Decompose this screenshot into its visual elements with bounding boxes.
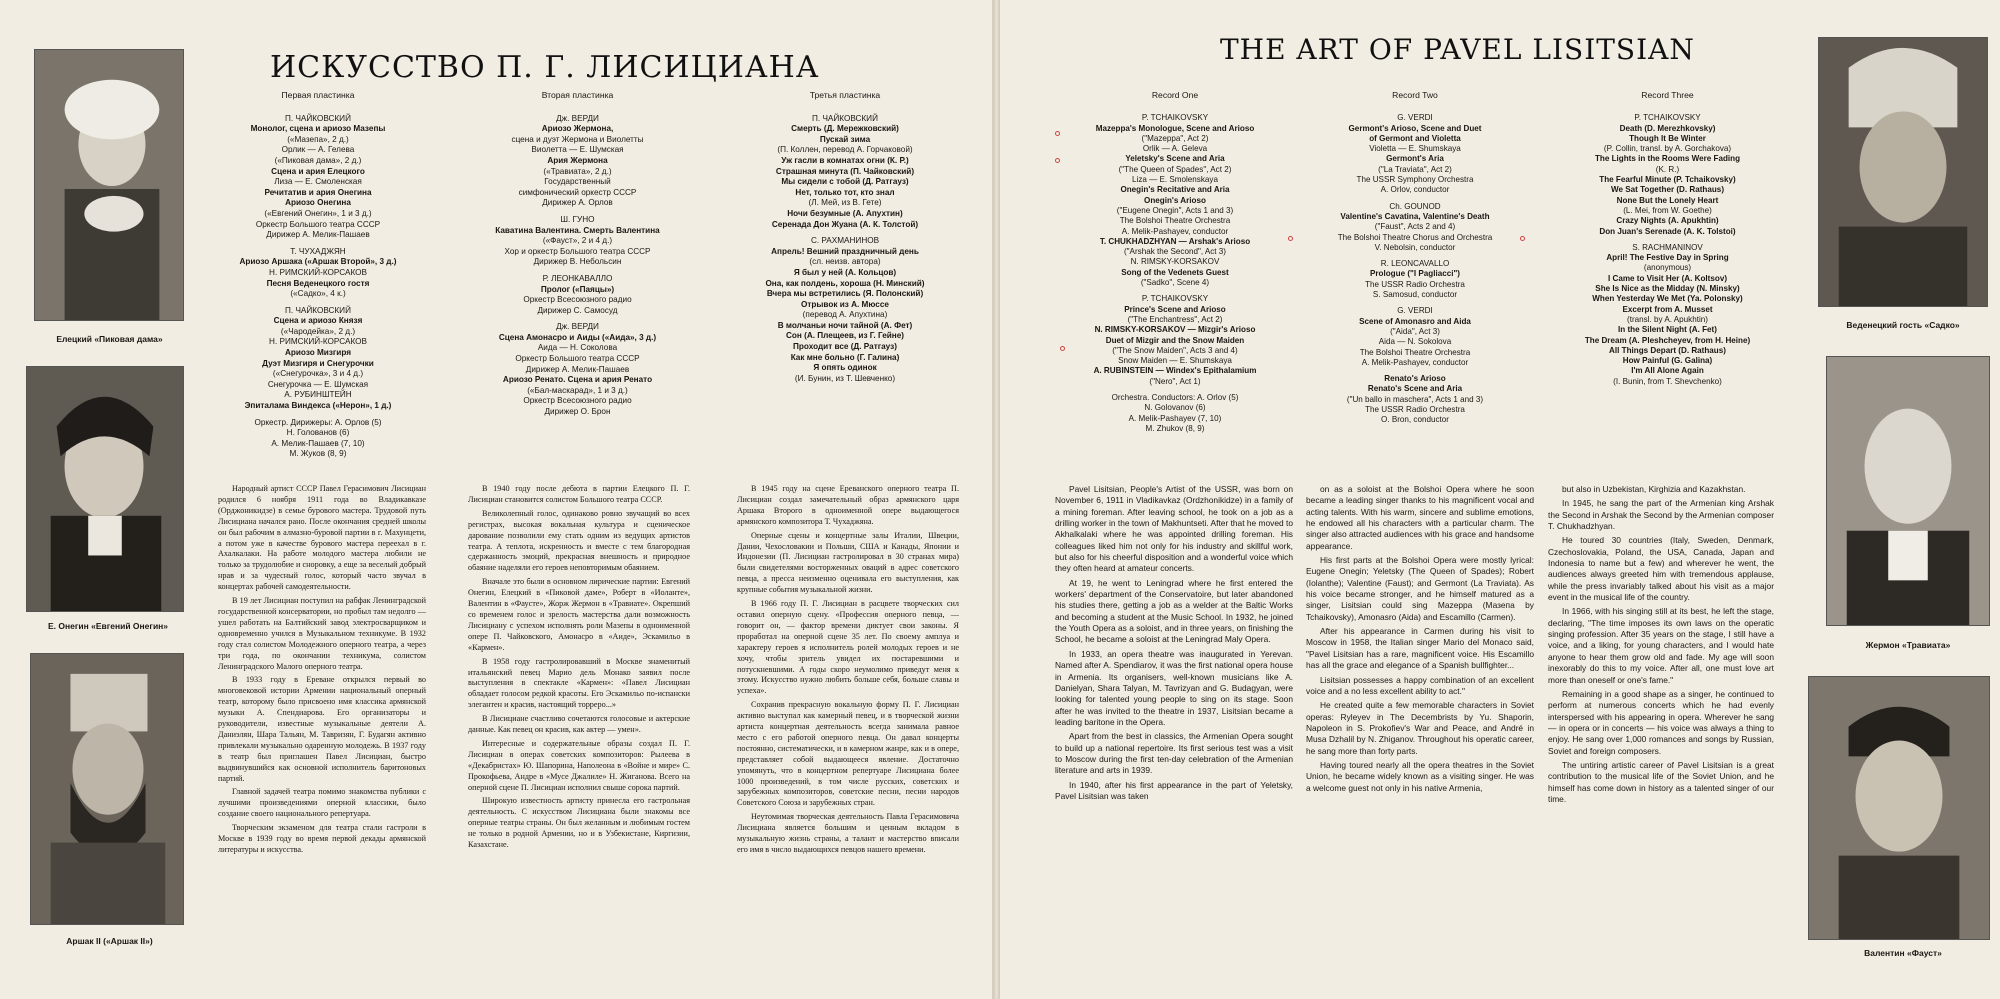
track-title: Серенада Дон Жуана (А. К. Толстой): [771, 219, 919, 229]
track-credit: A. Melik-Pashayev (7, 10): [1128, 413, 1222, 423]
photo-vedenets-guest: [1818, 37, 1988, 307]
track-title: Germont's Aria: [1386, 154, 1444, 164]
track-credit: ("The Queen of Spades", Act 2): [1118, 164, 1232, 174]
track-title: She Is Nice as the Midday (N. Minsky): [1595, 284, 1740, 294]
caption-vedenets-guest: Веденецкий гость «Садко»: [1846, 320, 1960, 330]
track-title: Мы сидели с тобой (Д. Ратгауз): [781, 177, 909, 187]
track-credit: Ш. ГУНО: [560, 214, 595, 224]
track-title: The Dream (A. Pleshcheyev, from H. Heine): [1584, 335, 1751, 345]
track-credit: («Бал-маскарад», 1 и 3 д.): [527, 385, 628, 395]
track-title: Проходит все (Д. Ратгауз): [793, 342, 897, 352]
paragraph: At 19, he went to Leningrad where he first entered the workers' department of the Conservatoire, but later abandoned his studies there, getting a job as a welder at the Baltic Works and becoming a student at the Music School. In 1932, he joined the Youth Opera as a soloist, and in three years, on finishing the School, he became a soloist at the Leningrad Maly Opera.: [1055, 577, 1293, 645]
track-title: Я опять одинок: [813, 363, 877, 373]
record-heading: Первая пластинка: [281, 90, 355, 100]
track-title: How Painful (G. Galina): [1622, 356, 1713, 366]
paragraph: He toured 30 countries (Italy, Sweden, Denmark, Czechoslovakia, Poland, the USA, Canada, Japan and Indonesia to name but a few) and wherever he went, the audiences always greeted him with tremendous applause, while the press invariably talked about his visit as a major event in the musical life of the country.: [1548, 535, 1774, 603]
paragraph: Having toured nearly all the opera theatres in the Soviet Union, he became widely known as a visiting singer. He was a welcome guest not only in his native Armenia,: [1306, 759, 1534, 793]
track-credit: Орлик — А. Гелева: [281, 145, 355, 155]
track-credit: (anonymous): [1643, 263, 1692, 273]
paragraph: In 1940, after his first appearance in the part of Yeletsky, Pavel Lisitsian was taken: [1055, 779, 1293, 801]
marker-dot: [1060, 346, 1065, 351]
marker-dot: [1520, 236, 1525, 241]
paragraph: Сохранив прекрасную вокальную форму П. Г. Лисициан активно выступал как камерный певец, и в творческой жизни артиста концертная деятельность всегда занимала равное место с его работой оперного певца. Он давал концерты постоянно, систематически, и в камерном жанре, как и в опере, представляет собой выдающееся явление. Достаточно упомянуть, что в концертном репертуаре Лисициана более 1000 произведений, в том числе русских, советских и зарубежных композиторов, советские песни, песни народов Советского Союза и зарубежных стран.: [737, 700, 959, 808]
track-title: Ариозо Онегина: [285, 198, 351, 208]
track-credit: Дирижер А. Мелик-Пашаев: [525, 364, 630, 374]
track-credit: Лиза — Е. Смоленская: [274, 177, 362, 187]
track-credit: Дирижер А. Мелик-Пашаев: [266, 230, 370, 240]
paragraph: Pavel Lisitsian, People's Artist of the USSR, was born on November 6, 1911 in Vladikavkaz (Ordzhonikidze) in a family of a mining foreman. After leaving school, he took on a job as a drilling worker in the town of Makhuntseti. After that he moved to Akhalkalaki where he was appointed drilling foreman. His colleagues liked him not only for his industry and skillful work, but also for his cheerful disposition and a wonderful voice which they often heard at amateur concerts.: [1055, 484, 1293, 574]
paragraph: Творческим экзаменом для театра стали гастроли в Москве в 1939 году во время первой декады армянской литературы и искусства.: [218, 823, 426, 854]
track-title: Сцена и ария Елецкого: [271, 166, 365, 176]
track-title: Don Juan's Serenade (A. K. Tolstoi): [1599, 226, 1736, 236]
record-heading: Record Three: [1641, 90, 1694, 100]
biography-ru-col2: [468, 484, 690, 854]
paragraph: Оперные сцены и концертные залы Италии, Швеции, Дании, Чехословакии и Польши, США и Канады, Японии и Индонезии (П. Лисициан гастролировал в 30 странах мира) были свидетелями восторженных оваций в адрес советского певца, а пресса неизменно оценивала его выступления, как крупные события музыкальной жизни.: [737, 530, 959, 595]
photo-onegin: [26, 366, 184, 612]
track-title: Ариозо Мизгиря: [284, 348, 352, 358]
track-credit: Дирижер О. Брон: [544, 407, 611, 417]
marker-dot: [1055, 131, 1060, 136]
track-title: April! The Festive Day in Spring: [1606, 253, 1729, 263]
track-credit: Аида — Н. Соколова: [537, 343, 618, 353]
track-credit: P. TCHAIKOVSKY: [1634, 113, 1701, 123]
track-credit: С. РАХМАНИНОВ: [810, 236, 880, 246]
track-credit: («Снегурочка», 3 и 4 д.): [272, 369, 364, 379]
track-credit: The Bolshoi Theatre Orchestra: [1119, 216, 1231, 226]
caption-onegin: Е. Онегин «Евгений Онегин»: [47, 621, 169, 631]
track-title: I'm All Alone Again: [1631, 366, 1704, 376]
paragraph: Неутомимая творческая деятельность Павла Герасимовича Лисициана является большим и ценным вкладом в музыкальную жизнь страны, а талант и мастерство вписали его имя в число выдающихся певцов нашего времени.: [737, 812, 959, 854]
track-title: Каватина Валентина. Смерть Валентина: [495, 225, 660, 235]
record-two-en: [1300, 90, 1530, 426]
track-credit: A. Orlov, conductor: [1380, 185, 1450, 195]
track-credit: Виолетта — Е. Шумская: [531, 145, 624, 155]
record-heading: Вторая пластинка: [541, 90, 614, 100]
track-credit: Н. РИМСКИЙ-КОРСАКОВ: [269, 337, 367, 347]
track-credit: П. ЧАЙКОВСКИЙ: [812, 113, 878, 123]
track-credit: (transl. by A. Apukhtin): [1627, 314, 1708, 324]
track-credit: Оркестр Большого театра СССР: [255, 219, 381, 229]
track-title: Сон (А. Плещеев, из Г. Гейне): [785, 331, 905, 341]
track-title: N. RIMSKY-KORSAKOV — Mizgir's Arioso: [1094, 325, 1256, 335]
biography-en-col1: [1055, 484, 1293, 805]
track-credit: ("La Traviata", Act 2): [1378, 164, 1452, 174]
track-credit: Дирижер С. Самосуд: [537, 305, 618, 315]
paragraph: Remaining in a good shape as a singer, he continued to perform at numerous concerts which he had evenly interspersed with his appearing in opera. Wherever he sang — in opera or in concerts — his voice was always a thing to enjoy. He sang over 1,000 romances and songs by Russian, Soviet and foreign composers.: [1548, 688, 1774, 756]
track-credit: Н. РИМСКИЙ-КОРСАКОВ: [269, 267, 367, 277]
marker-dot: [1055, 158, 1060, 163]
track-title: Апрель! Вешний праздничный день: [771, 246, 919, 256]
photo-germont: [1826, 356, 1990, 626]
track-credit: R. LEONCAVALLO: [1380, 259, 1450, 269]
track-title: Речитатив и ария Онегина: [264, 187, 372, 197]
track-credit: Снегурочка — Е. Шумская: [267, 379, 369, 389]
track-title: Эпиталама Виндекса («Нерон», 1 д.): [244, 401, 392, 411]
caption-arshak: Аршак II («Аршак II»): [66, 936, 153, 946]
track-credit: A. Melik-Pashayev, conductor: [1121, 226, 1229, 236]
track-credit: M. Zhukov (8, 9): [1145, 423, 1205, 433]
track-credit: ("The Snow Maiden", Acts 3 and 4): [1112, 345, 1238, 355]
track-credit: (П. Коллен, перевод А. Горчаковой): [777, 145, 913, 155]
paragraph: Apart from the best in classics, the Armenian Opera sought to build up a national repertoire. Its first serious test was a visit to Moscow during the first ten-day celebration of the Armenian literature and arts in 1939.: [1055, 731, 1293, 776]
track-title: Onegin's Arioso: [1144, 195, 1206, 205]
paragraph: В 1933 году в Ереване открылся первый во многовековой истории Армении национальный оперный театр, которому было присвоено имя классика армянской музыки А. Спендиарова. Его организаторы и руководители, известные музыкальные деятели А. Даниэлян, Шара Тальян, М. Тавризян, Г. Будагян активно привлекали музыкально одаренную молодежь. В 1937 году в театр был приглашен Павел Лисициан, быстро выдвинувшийся как основной исполнитель баритоновых партий.: [218, 675, 426, 783]
paragraph: In 1933, an opera theatre was inaugurated in Yerevan. Named after A. Spendiarov, it was the first national opera house in Armenia. Its organisers, well-known musicians like A. Danielyan, Shara Talyan, M. Tavrizyan and G. Budagyan, were looking for talented young people to sing on its stage. Soon after he was invited to the theatre in 1937, Lisitsian became a leading baritone in the Opera.: [1055, 648, 1293, 727]
track-credit: («Мазепа», 2 д.): [287, 134, 349, 144]
track-title: Монолог, сцена и ариозо Мазепы: [250, 124, 386, 134]
track-credit: G. VERDI: [1397, 113, 1433, 123]
record-three-en: [1550, 90, 1785, 387]
paragraph: on as a soloist at the Bolshoi Opera where he soon became a leading singer thanks to his magnificent vocal and acting talents. With his warm, sincere and sublime emotions, he endowed all his characters with a particular charm. The singer also attracted audiences with his grace and handsome appearance.: [1306, 484, 1534, 551]
track-credit: ("Arshak the Second", Act 3): [1123, 247, 1227, 257]
track-credit: М. Жуков (8, 9): [289, 449, 347, 459]
track-title: Onegin's Recitative and Aria: [1120, 185, 1230, 195]
track-title: Prince's Scene and Arioso: [1124, 304, 1226, 314]
track-credit: A. Melik-Pashayev, conductor: [1361, 357, 1469, 367]
track-title: Сцена Амонасро и Аиды («Аида», 3 д.): [498, 332, 657, 342]
track-credit: («Садко», 4 к.): [290, 289, 346, 299]
track-credit: Оркестр Всесоюзного радио: [523, 295, 632, 305]
track-title: Crazy Nights (A. Apukhtin): [1616, 216, 1719, 226]
track-title: Yeletsky's Scene and Aria: [1125, 154, 1225, 164]
track-credit: Оркестр Большого театра СССР: [515, 354, 640, 364]
paragraph: but also in Uzbekistan, Kirghizia and Kazakhstan.: [1562, 484, 1746, 494]
track-credit: Aida — N. Sokolova: [1378, 337, 1452, 347]
track-credit: («Чародейка», 2 д.): [280, 326, 356, 336]
track-title: Renato's Scene and Aria: [1367, 384, 1463, 394]
track-title: Song of the Vedenets Guest: [1121, 267, 1229, 277]
record-heading: Третья пластинка: [809, 90, 881, 100]
track-credit: (P. Collin, transl. by A. Gorchakova): [1603, 144, 1732, 154]
caption-valentine: Валентин «Фауст»: [1864, 948, 1942, 958]
caption-yeletsky: Елецкий «Пиковая дама»: [56, 334, 163, 344]
track-credit: P. TCHAIKOVSKY: [1141, 294, 1209, 304]
track-title: Сцена и ариозо Князя: [273, 316, 363, 326]
biography-ru-col1: [218, 484, 426, 859]
caption-germont: Жермон «Травиата»: [1865, 640, 1951, 650]
track-title: Ариозо Ренато. Сцена и ария Ренато: [502, 375, 653, 385]
track-credit: Orchestra. Conductors: A. Orlov (5): [1111, 393, 1239, 403]
track-title: Пускай зима: [819, 134, 871, 144]
track-title: Как мне больно (Г. Галина): [790, 352, 900, 362]
track-title: Песня Веденецкого гостя: [266, 278, 370, 288]
paragraph: В 1966 году П. Г. Лисициан в расцвете творческих сил оставил оперную сцену. «Профессия оперного певца, — говорит он, — фактор времени диктует свои законы. Я проработал на оперной сцене 35 лет. По своему амплуа и характеру героев я исполнитель ролей молодых героев и не хочу, чтобы зритель увидел их постаревшими и потускневшими. А годы скоро неумолимо приведут меня к этому. Искусство нужно любить больше себя, больше славы и успеха».: [737, 599, 959, 696]
track-credit: Дирижер А. Орлов: [542, 198, 613, 208]
record-three-ru: [740, 90, 950, 384]
track-credit: The USSR Radio Orchestra: [1365, 405, 1465, 415]
track-title: Пролог («Паяцы»): [540, 284, 615, 294]
paragraph: Великолепный голос, одинаково ровно звучащий во всех регистрах, высокая вокальная культура и сценическое дарование позволили ему стать одним из ведущих артистов театра. А теплота, искренность и вместе с тем благородная сдержанность эмоций, прекрасная внешность и природное обаяние наделяли его героев неповторимым обаянием.: [468, 508, 690, 573]
track-title: Though It Be Winter: [1629, 133, 1706, 143]
track-credit: Государственный: [544, 177, 611, 187]
paragraph: Главной задачей театра помимо знакомства публики с лучшими произведениями оперной классики, было создание своего национального репертуара.: [218, 787, 426, 819]
paragraph: В Лисициане счастливо сочетаются голосовые и актерские данные. Как певец он красив, как актер — умен».: [468, 714, 690, 735]
track-title: Отрывок из А. Мюссе: [801, 299, 889, 309]
track-title: T. CHUKHADZHYAN — Arshak's Arioso: [1099, 236, 1251, 246]
paragraph: The untiring artistic career of Pavel Lisitsian is a great contribution to the musical life of the Soviet Union, and he himself has come down in history as a talented singer of our time.: [1548, 759, 1774, 804]
track-title: Mazeppa's Monologue, Scene and Arioso: [1095, 123, 1255, 133]
track-title: Нет, только тот, кто знал: [795, 187, 895, 197]
track-title: A. RUBINSTEIN — Windex's Epithalamium: [1093, 366, 1257, 376]
track-title: Scene of Amonasro and Aida: [1359, 316, 1471, 326]
track-credit: Liza — E. Smolenskaya: [1132, 175, 1218, 185]
record-one-en: [1055, 90, 1295, 434]
track-credit: («Фауст», 2 и 4 д.): [542, 236, 613, 246]
track-title: Ариозо Жермона,: [541, 124, 614, 134]
track-credit: P. TCHAIKOVSKY: [1141, 113, 1209, 123]
paragraph: В 1945 году на сцене Ереванского оперного театра П. Лисициан создал замечательный образ армянского царя Аршака Второго в одноименной опере выдающегося армянского композитора Т. Чухаджяна.: [737, 484, 959, 526]
record-heading: Record One: [1151, 90, 1199, 100]
track-credit: (И. Бунин, из Т. Шевченко): [794, 373, 896, 383]
paragraph: В 1940 году после дебюта в партии Елецкого П. Г. Лисициан становится солистом Большого театра СССР.: [468, 484, 690, 504]
track-title: We Sat Together (D. Rathaus): [1610, 185, 1725, 195]
russian-page: [0, 0, 993, 999]
track-credit: Р. ЛЕОНКАВАЛЛО: [542, 273, 613, 283]
track-credit: (I. Bunin, from T. Shevchenko): [1613, 376, 1722, 386]
track-credit: (Л. Мей, из В. Гете): [808, 198, 882, 208]
track-title: I Came to Visit Her (A. Koltsov): [1607, 273, 1728, 283]
track-credit: Т. ЧУХАДЖЯН: [290, 246, 346, 256]
track-title: Ночи безумные (А. Апухтин): [787, 208, 903, 218]
track-credit: Snow Maiden — E. Shumskaya: [1118, 356, 1232, 366]
track-credit: («Евгений Онегин», 1 и 3 д.): [264, 208, 372, 218]
paragraph: Вначале это были в основном лирические партии: Евгений Онегин, Елецкий в «Пиковой даме», Роберт в «Иоланте», Валентин в «Фаусте», Жорж Жермон в «Травиате». Окрепший со временем голос и зрелость мастерства дали возможность Лисициану с успехом исполнять роли Мазепы в одноименной опере П. Чайковского, Амонасро в «Аиде», Эскамильо в «Кармен».: [468, 577, 690, 652]
record-heading: Record Two: [1392, 90, 1438, 100]
track-credit: The USSR Symphony Orchestra: [1356, 175, 1474, 185]
track-title: Дуэт Мизгиря и Снегурочки: [262, 358, 374, 368]
paragraph: He created quite a few memorable characters in Soviet operas: Ryleyev in The Decembrists by Yu. Shaporin, Napoleon in S. Prokofiev's War and Peace, and André in Musa Dzhalil by N. Zhiganov. Throughout his operatic career, he sang more than forty parts.: [1306, 700, 1534, 756]
track-title: Death (D. Merezhkovsky): [1619, 123, 1716, 133]
track-credit: А. РУБИНШТЕЙН: [284, 390, 352, 400]
paragraph: Широкую известность артисту принесла его гастрольная деятельность. С искусством Лисициана были знакомы все оперные театры страны. Он был желанным и любимым гостем не только в родной Армении, но и в Узбекистане, Киргизии, Казахстане.: [468, 796, 690, 850]
track-title: of Germont and Violetta: [1369, 133, 1461, 143]
track-title: Страшная минута (П. Чайковский): [775, 166, 915, 176]
track-title: The Lights in the Rooms Were Fading: [1594, 154, 1741, 164]
record-two-ru: [470, 90, 685, 418]
biography-en-col3: [1548, 484, 1774, 808]
track-credit: ("Nero", Act 1): [1149, 376, 1201, 386]
track-credit: The Bolshoi Theatre Chorus and Orchestra: [1337, 232, 1493, 242]
record-one-ru: [218, 90, 418, 460]
biography-en-col2: [1306, 484, 1534, 797]
biography-ru-col3: [737, 484, 959, 859]
track-credit: Дж. ВЕРДИ: [556, 113, 599, 123]
track-credit: The Bolshoi Theatre Orchestra: [1359, 347, 1471, 357]
track-title: Excerpt from A. Musset: [1622, 304, 1713, 314]
track-title: Вчера мы встретились (Я. Полонский): [766, 289, 924, 299]
track-credit: Оркестр Всесоюзного радио: [523, 396, 632, 406]
track-title: None But the Lonely Heart: [1616, 195, 1719, 205]
track-credit: П. ЧАЙКОВСКИЙ: [285, 305, 351, 315]
track-title: Duet of Mizgir and the Snow Maiden: [1105, 335, 1245, 345]
track-title: Я был у ней (А. Кольцов): [793, 267, 897, 277]
track-credit: Ch. GOUNOD: [1389, 201, 1441, 211]
photo-valentine: [1808, 676, 1990, 940]
track-credit: ("Sadko", Scene 4): [1140, 278, 1210, 288]
track-credit: ("Faust", Acts 2 and 4): [1374, 222, 1456, 232]
track-title: Renato's Arioso: [1384, 374, 1446, 384]
track-credit: А. Мелик-Пашаев (7, 10): [271, 438, 365, 448]
track-credit: ("The Enchantress", Act 2): [1127, 314, 1223, 324]
track-title: Смерть (Д. Мережковский): [791, 124, 899, 134]
track-credit: (L. Mei, from W. Goethe): [1623, 205, 1712, 215]
track-credit: (сл. неизв. автора): [809, 257, 881, 267]
track-credit: сцена и дуэт Жермона и Виолетты: [511, 134, 644, 144]
fold-divider: [993, 0, 1000, 999]
paragraph: His first parts at the Bolshoi Opera were mostly lyrical: Eugene Onegin; Yeletsky (The Queen of Spades); Robert (Iolanthe); Valentine (Faust); and Germont (La Traviata). As his voice became stronger, and he himself matured as a singer, Lisitsian could sing Mazeppa (Мазепа by Tchaikovsky), Amonasro (Aida) and Escamillo (Carmen).: [1306, 555, 1534, 622]
photo-arshak: [30, 653, 184, 925]
paragraph: В 19 лет Лисициан поступил на рабфак Ленинградской государственной консерватории, но пробыл там недолго — ушел работать на Балтийский завод электросварщиком и одновременно учился в Музыкальном техникуме. В 1932 году стал солистом Молодежного оперного театра, а через три года, по окончании техникума, солистом Ленинградского Малого оперного театра.: [218, 596, 426, 671]
track-credit: N. Golovanov (6): [1144, 403, 1206, 413]
paragraph: In 1945, he sang the part of the Armenian king Arshak the Second in Arshak the Second by the Armenian composer T. Chukhadzhyan.: [1548, 498, 1774, 532]
track-credit: Violetta — E. Shumskaya: [1369, 144, 1461, 154]
marker-dot: [1288, 236, 1293, 241]
track-credit: The USSR Radio Orchestra: [1365, 279, 1465, 289]
page-title-en: THE ART OF PAVEL LISITSIAN: [1220, 33, 1695, 66]
track-title: В молчаньи ночи тайной (А. Фет): [777, 320, 913, 330]
track-credit: ("Eugene Onegin", Acts 1 and 3): [1116, 205, 1234, 215]
paragraph: Lisitsian possesses a happy combination of an excellent voice and a no less excellent ability to act.": [1306, 674, 1534, 696]
track-credit: Н. Голованов (6): [286, 428, 350, 438]
english-page: [1000, 0, 2000, 999]
track-credit: G. VERDI: [1397, 306, 1433, 316]
track-title: When Yesterday We Met (Ya. Polonsky): [1592, 294, 1743, 304]
track-credit: ("Aida", Act 3): [1390, 326, 1440, 336]
track-credit: Orlik — A. Geleva: [1142, 144, 1208, 154]
track-title: Prologue ("I Pagliacci"): [1370, 269, 1460, 279]
track-title: Ария Жермона: [547, 155, 608, 165]
photo-yeletsky: [34, 49, 184, 321]
track-title: In the Silent Night (A. Fet): [1618, 325, 1717, 335]
paragraph: After his appearance in Carmen during his visit to Moscow in 1958, the Italian singer Mario del Monaco said, "Pavel Lisitsian has a rare, magnificent voice. His Escamillo has all the grace and elegance of a Spanish bullfighter...: [1306, 626, 1534, 671]
track-credit: ("Un ballo in maschera", Acts 1 and 3): [1346, 394, 1484, 404]
track-credit: Дирижер В. Небольсин: [533, 257, 622, 267]
track-credit: S. Samosud, conductor: [1372, 290, 1458, 300]
track-credit: (K. R.): [1655, 164, 1680, 174]
paragraph: В 1958 году гастролировавший в Москве знаменитый итальянский певец Марио дель Монако заявил после выступления в спектакле «Кармен»: «Павел Лисициан обладает голосом редкой красоты. Его Эскамильо по-испански элегантен и красив, настоящий торреро...»: [468, 656, 690, 710]
track-credit: (перевод А. Апухтина): [802, 310, 888, 320]
track-credit: («Пиковая дама», 2 д.): [274, 155, 362, 165]
track-title: Valentine's Cavatina, Valentine's Death: [1340, 211, 1490, 221]
track-title: All Things Depart (D. Rathaus): [1609, 345, 1726, 355]
track-title: Она, как полдень, хороша (Н. Минский): [765, 278, 925, 288]
paragraph: In 1966, with his singing still at its best, he left the stage, declaring, "The time imposes its own laws on the operatic singing profession. After 35 years on the stage, I still have a voice, and a liking, for young characters, and I would hate anyone to hear them grow old and fade. My age will soon inexorably do this to my voice. After all, one must love art more than oneself or one's fame.": [1548, 606, 1774, 685]
track-credit: Хор и оркестр Большого театра СССР: [504, 246, 651, 256]
track-credit: Дж. ВЕРДИ: [556, 322, 599, 332]
track-credit: Оркестр. Дирижеры: А. Орлов (5): [254, 417, 382, 427]
track-title: Уж гасли в комнатах огни (К. Р.): [781, 155, 909, 165]
track-credit: V. Nebolsin, conductor: [1374, 242, 1456, 252]
track-credit: П. ЧАЙКОВСКИЙ: [285, 113, 351, 123]
track-title: Germont's Arioso, Scene and Duet: [1348, 123, 1482, 133]
track-credit: O. Bron, conductor: [1381, 415, 1449, 425]
page-title-ru: ИСКУССТВО П. Г. ЛИСИЦИАНА: [270, 50, 820, 85]
track-credit: S. RACHMANINOV: [1632, 242, 1703, 252]
track-title: Ариозо Аршака («Аршак Второй», 3 д.): [239, 257, 397, 267]
track-credit: N. RIMSKY-KORSAKOV: [1130, 257, 1220, 267]
track-title: The Fearful Minute (P. Tchaikovsky): [1599, 175, 1736, 185]
paragraph: Народный артист СССР Павел Герасимович Лисициан родился 6 ноября 1911 года во Владикавказе (Орджоникидзе) в семье бурового мастера. Трудовой путь Лисициана начался рано. После окончания средней школы он был рабочим в алмазно-буровой партии в г. Махунцети, а потом уже в качестве бурового мастера переехал в г. Ахалкалаки. На работе молодого мастера любили не только за трудолюбие и сноровку, а еще за веселый добрый нрав и за чудесный голос, который часто звучал в концертах рабочей самодеятельности.: [218, 484, 426, 592]
track-credit: ("Mazeppa", Act 2): [1141, 133, 1209, 143]
track-credit: («Травиата», 2 д.): [543, 166, 612, 176]
track-credit: симфонический оркестр СССР: [518, 187, 637, 197]
paragraph: Интересные и содержательные образы создал П. Г. Лисициан в операх советских композиторов: Рылеева в «Декабристах» Ю. Шапорина, Наполеона в «Войне и мире» С. Прокофьева, Андре в «Мусе Джалиле» Н. Жиганова. Всего на оперной сцене П. Лисициан исполнил свыше сорока партий.: [468, 738, 690, 792]
